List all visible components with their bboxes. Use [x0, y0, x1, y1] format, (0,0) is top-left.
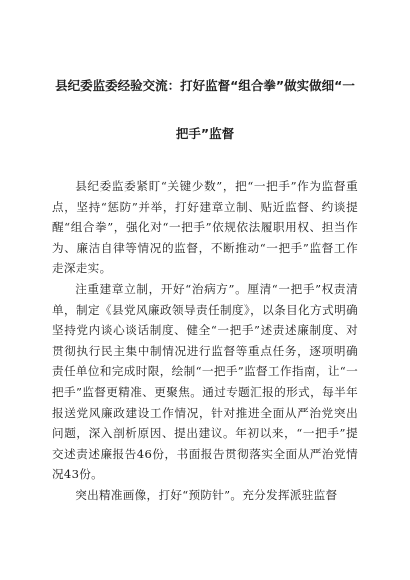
- title-line-2: 把手”监督: [175, 126, 235, 141]
- paragraph-1: 县纪委监委紧盯“关键少数”，把“一把手”作为监督重点，坚持“惩防”并举，打好建章立制、贴近监督、约谈提醒“组合拳”，强化对“一把手”依规依法履职用权、担当作为、廉洁自律等情况的监督，不断推动“一把手”监督工作走深走实。: [52, 179, 358, 276]
- document-title: [52, 62, 358, 158]
- paragraph-3: 突出精准画像，打好“预防针”。充分发挥派驻监督: [75, 487, 338, 502]
- paragraph-2: 注重建章立制，开好“治病方”。厘清“一把手”权责清单，制定《县党风廉政领导责任制度》，以条目化方式明确坚持党内谈心谈话制度、健全“一把手”述责述廉制度、对贯彻执行民主集中制情况进行监督等重点任务，逐项明确责任单位和完成时限，绘制“一把手”监督工作指南，让“一把手”监督更精准、更聚焦。通过专题汇报的形式，每半年报送党风廉政建设工作情况，针对推进全面从严治党突出问题，深入剖析原因、提出建议。年初以来，“一把手”提交述责述廉报告46份，书面报告贯彻落实全面从严治党情况43份。: [52, 281, 358, 482]
- title-line-1: 县纪委监委经验交流：打好监督“组合拳”做实做细“一: [55, 78, 355, 93]
